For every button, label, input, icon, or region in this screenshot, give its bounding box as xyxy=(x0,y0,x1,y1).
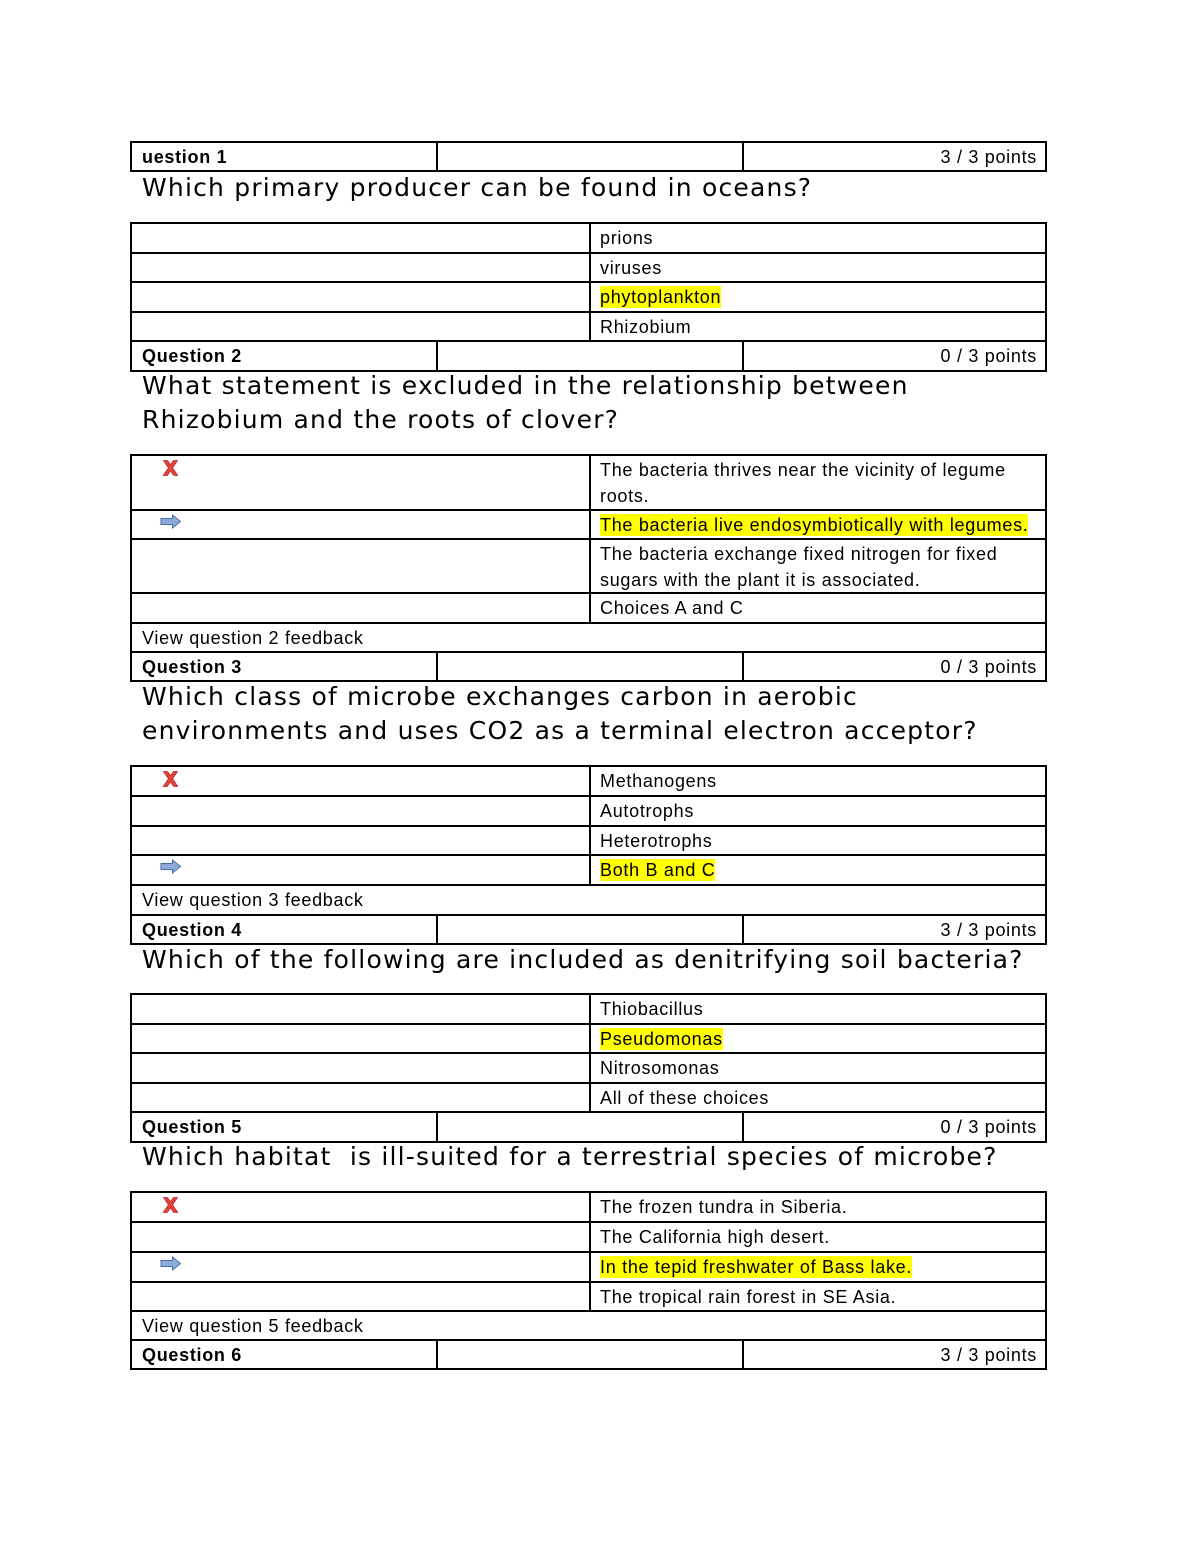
answer-text-cell xyxy=(591,1054,1047,1084)
feedback-row xyxy=(132,624,1047,653)
answer-marker-cell xyxy=(132,283,591,313)
question-prompt xyxy=(142,943,1024,977)
red-x-icon xyxy=(161,770,180,788)
question-score: 0 / 3 points xyxy=(744,342,1047,372)
question-number: Question 5 xyxy=(132,1113,438,1143)
answer-marker-cell xyxy=(132,995,591,1025)
answer-text-cell xyxy=(591,456,1047,511)
question-number: Question 4 xyxy=(132,916,438,945)
question-prompt xyxy=(142,1140,998,1174)
question-header-row xyxy=(132,916,1047,945)
answer-text: The California high desert. xyxy=(600,1227,831,1247)
header-empty-cell xyxy=(438,342,744,372)
answer-marker-cell xyxy=(132,224,591,254)
answer-row xyxy=(132,254,1047,283)
question-prompt-line: Rhizobium and the roots of clover? xyxy=(142,405,620,434)
answer-marker-cell xyxy=(132,1193,591,1223)
question-1-answers-table xyxy=(130,222,1047,372)
answer-text-cell xyxy=(591,1025,1047,1054)
answer-row xyxy=(132,511,1047,540)
correct-answer-highlight: Pseudomonas xyxy=(600,1029,723,1049)
answer-text: All of these choices xyxy=(600,1088,770,1108)
answer-text-cell xyxy=(591,254,1047,283)
question-score: 3 / 3 points xyxy=(744,916,1047,945)
answer-marker-cell xyxy=(132,313,591,342)
answer-text-cell xyxy=(591,767,1047,797)
answer-text-cell xyxy=(591,224,1047,254)
answer-row xyxy=(132,540,1047,594)
answer-row xyxy=(132,1193,1047,1223)
answer-marker-cell xyxy=(132,797,591,827)
answer-marker-cell xyxy=(132,1283,591,1312)
question-score: 0 / 3 points xyxy=(744,1113,1047,1143)
right-arrow-icon xyxy=(160,859,182,874)
answer-text-cell xyxy=(591,797,1047,827)
answer-marker-cell xyxy=(132,540,591,594)
question-1-header-table xyxy=(130,141,1047,172)
answer-marker-cell xyxy=(132,1025,591,1054)
answer-marker-cell xyxy=(132,827,591,856)
answer-text: Nitrosomonas xyxy=(600,1058,720,1078)
answer-row xyxy=(132,797,1047,827)
header-empty-cell xyxy=(438,916,744,945)
answer-row xyxy=(132,1084,1047,1113)
answer-row xyxy=(132,224,1047,254)
question-prompt-line: What statement is excluded in the relationship between xyxy=(142,371,909,400)
answer-row xyxy=(132,456,1047,511)
question-3-answers-table xyxy=(130,765,1047,945)
question-prompt-line: Which of the following are included as denitrifying soil bacteria? xyxy=(142,945,1024,974)
answer-row xyxy=(132,827,1047,856)
question-prompt-line: Which habitat is ill-suited for a terrestrial species of microbe? xyxy=(142,1142,998,1171)
answer-row xyxy=(132,1253,1047,1283)
answer-marker-cell xyxy=(132,767,591,797)
red-x-icon xyxy=(161,1196,180,1214)
answer-row xyxy=(132,594,1047,624)
answer-text: Choices A and C xyxy=(600,598,744,618)
question-number: Question 6 xyxy=(132,1341,438,1370)
view-feedback-text: View question 2 feedback xyxy=(132,624,1047,653)
answer-text-cell xyxy=(591,856,1047,886)
answer-text-cell xyxy=(591,594,1047,624)
answer-marker-cell xyxy=(132,1253,591,1283)
question-prompt xyxy=(142,369,909,437)
feedback-row xyxy=(132,886,1047,916)
answer-text-line: The bacteria exchange fixed nitrogen for fixed xyxy=(600,544,998,564)
answer-text: Rhizobium xyxy=(600,317,692,337)
answer-text-cell xyxy=(591,540,1047,594)
correct-answer-highlight: The bacteria live endosymbiotically with legumes. xyxy=(600,515,1029,535)
answer-text-cell xyxy=(591,827,1047,856)
question-2-answers-table xyxy=(130,454,1047,682)
answer-text-cell xyxy=(591,995,1047,1025)
answer-row xyxy=(132,283,1047,313)
answer-text: viruses xyxy=(600,258,662,278)
answer-marker-cell xyxy=(132,1054,591,1084)
answer-marker-cell xyxy=(132,511,591,540)
answer-marker-cell xyxy=(132,456,591,511)
question-score: 3 / 3 points xyxy=(744,1341,1047,1370)
answer-text-line: The bacteria thrives near the vicinity of legume xyxy=(600,460,1006,480)
question-number: Question 3 xyxy=(132,653,438,682)
answer-text: Thiobacillus xyxy=(600,999,704,1019)
answer-row xyxy=(132,1054,1047,1084)
question-header-row xyxy=(132,653,1047,682)
question-header-row xyxy=(132,1113,1047,1143)
answer-text: The frozen tundra in Siberia. xyxy=(600,1197,848,1217)
answer-text-cell xyxy=(591,1084,1047,1113)
answer-marker-cell xyxy=(132,1223,591,1253)
answer-row xyxy=(132,856,1047,886)
question-score: 3 / 3 points xyxy=(744,143,1047,172)
answer-text-cell xyxy=(591,313,1047,342)
question-header-row xyxy=(132,1341,1047,1370)
question-prompt xyxy=(142,171,812,205)
answer-marker-cell xyxy=(132,254,591,283)
answer-text: The tropical rain forest in SE Asia. xyxy=(600,1287,897,1307)
question-number: Question 2 xyxy=(132,342,438,372)
view-feedback-text: View question 3 feedback xyxy=(132,886,1047,916)
question-header-row xyxy=(132,342,1047,372)
answer-text-line: roots. xyxy=(600,486,650,506)
answer-row xyxy=(132,313,1047,342)
correct-answer-highlight: Both B and C xyxy=(600,860,716,880)
answer-marker-cell xyxy=(132,856,591,886)
header-empty-cell xyxy=(438,143,744,172)
answer-text: Methanogens xyxy=(600,771,717,791)
question-number: uestion 1 xyxy=(132,143,438,172)
answer-row xyxy=(132,767,1047,797)
correct-answer-highlight: In the tepid freshwater of Bass lake. xyxy=(600,1257,913,1277)
question-header-row xyxy=(132,143,1047,172)
answer-text-cell xyxy=(591,1223,1047,1253)
question-4-answers-table xyxy=(130,993,1047,1143)
right-arrow-icon xyxy=(160,514,182,529)
question-prompt-line: environments and uses CO2 as a terminal electron acceptor? xyxy=(142,716,978,745)
answer-row xyxy=(132,995,1047,1025)
answer-text-cell xyxy=(591,511,1047,540)
header-empty-cell xyxy=(438,1341,744,1370)
answer-marker-cell xyxy=(132,1084,591,1113)
question-5-answers-table xyxy=(130,1191,1047,1370)
answer-text: Heterotrophs xyxy=(600,831,713,851)
question-score: 0 / 3 points xyxy=(744,653,1047,682)
question-prompt-line: Which primary producer can be found in oceans? xyxy=(142,173,813,202)
question-prompt xyxy=(142,680,978,748)
correct-answer-highlight: phytoplankton xyxy=(600,287,722,307)
right-arrow-icon xyxy=(160,1256,182,1271)
answer-marker-cell xyxy=(132,594,591,624)
answer-text: prions xyxy=(600,228,654,248)
question-prompt-line: Which class of microbe exchanges carbon in aerobic xyxy=(142,682,858,711)
header-empty-cell xyxy=(438,653,744,682)
view-feedback-text: View question 5 feedback xyxy=(132,1312,1047,1341)
header-empty-cell xyxy=(438,1113,744,1143)
answer-text-line: sugars with the plant it is associated. xyxy=(600,570,921,590)
answer-text-cell xyxy=(591,1253,1047,1283)
answer-row xyxy=(132,1025,1047,1054)
feedback-row xyxy=(132,1312,1047,1341)
answer-text-cell xyxy=(591,1193,1047,1223)
red-x-icon xyxy=(161,459,180,477)
answer-row xyxy=(132,1223,1047,1253)
answer-text: Autotrophs xyxy=(600,801,695,821)
answer-text-cell xyxy=(591,283,1047,313)
answer-text-cell xyxy=(591,1283,1047,1312)
answer-row xyxy=(132,1283,1047,1312)
